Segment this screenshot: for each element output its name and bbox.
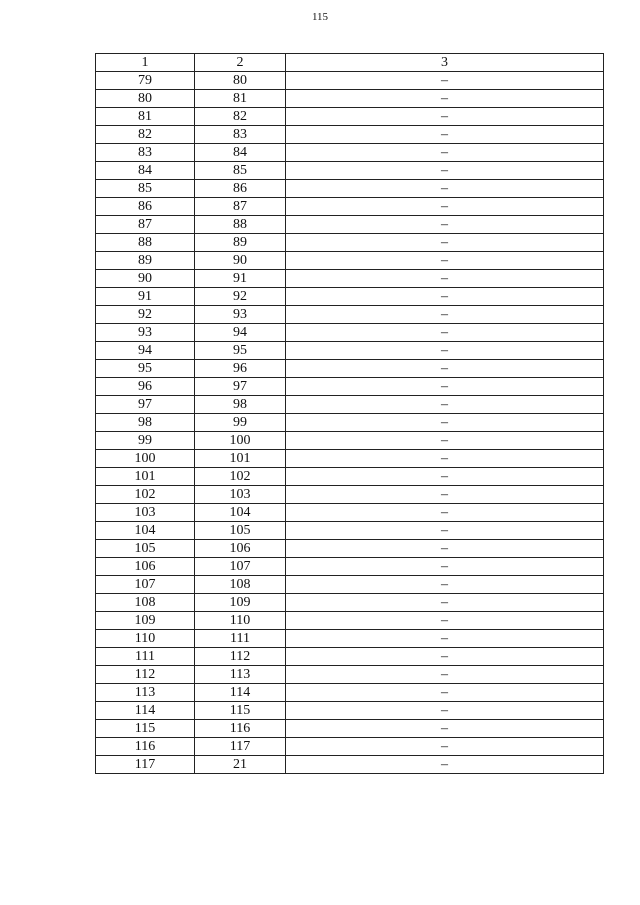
table-cell-col-1: 97 [96, 396, 195, 414]
table-row [96, 180, 604, 198]
table-row [96, 360, 604, 378]
table-cell-col-1: 113 [96, 684, 195, 702]
table-row [96, 108, 604, 126]
table-row [96, 252, 604, 270]
table-cell-col-2: 109 [195, 594, 286, 612]
table-cell-col-2: 101 [195, 450, 286, 468]
table-row [96, 576, 604, 594]
table-cell-col-1: 112 [96, 666, 195, 684]
table-row [96, 432, 604, 450]
table-row [96, 234, 604, 252]
table-cell-col-1: 88 [96, 234, 195, 252]
table-cell-col-3: – [286, 684, 604, 702]
table-row [96, 468, 604, 486]
table-cell-col-2: 91 [195, 270, 286, 288]
table-cell-col-2: 21 [195, 756, 286, 774]
table-row [96, 702, 604, 720]
table-cell-col-2: 117 [195, 738, 286, 756]
table-cell-col-2: 106 [195, 540, 286, 558]
table-cell-col-1: 100 [96, 450, 195, 468]
table-cell-col-3: – [286, 504, 604, 522]
table-cell-col-3: – [286, 720, 604, 738]
table-row [96, 90, 604, 108]
table-cell-col-3: – [286, 432, 604, 450]
table-cell-col-3: – [286, 342, 604, 360]
table-cell-col-3: – [286, 126, 604, 144]
table-cell-col-1: 110 [96, 630, 195, 648]
table-cell-col-3: – [286, 738, 604, 756]
table-cell-col-3: – [286, 108, 604, 126]
table-row [96, 414, 604, 432]
table-row [96, 216, 604, 234]
table-row [96, 738, 604, 756]
table-cell-col-3: – [286, 90, 604, 108]
table-cell-col-2: 90 [195, 252, 286, 270]
table-cell-col-3: – [286, 612, 604, 630]
table-cell-col-1: 99 [96, 432, 195, 450]
table-cell-col-1: 116 [96, 738, 195, 756]
table-row [96, 72, 604, 90]
table-cell-col-2: 89 [195, 234, 286, 252]
table-cell-col-3: – [286, 702, 604, 720]
table-row [96, 540, 604, 558]
table-cell-col-2: 94 [195, 324, 286, 342]
table-cell-col-2: 112 [195, 648, 286, 666]
table-row [96, 324, 604, 342]
table-cell-col-1: 101 [96, 468, 195, 486]
table-body [96, 72, 604, 774]
table-cell-col-2: 85 [195, 162, 286, 180]
table-cell-col-1: 87 [96, 216, 195, 234]
table-cell-col-3: – [286, 630, 604, 648]
table-cell-col-2: 96 [195, 360, 286, 378]
table-cell-col-3: – [286, 288, 604, 306]
table-cell-col-1: 91 [96, 288, 195, 306]
table-cell-col-2: 92 [195, 288, 286, 306]
table-cell-col-2: 87 [195, 198, 286, 216]
table-cell-col-1: 79 [96, 72, 195, 90]
table-cell-col-2: 114 [195, 684, 286, 702]
table-cell-col-3: – [286, 144, 604, 162]
table-row [96, 162, 604, 180]
table-row [96, 594, 604, 612]
table-row [96, 378, 604, 396]
table-cell-col-3: – [286, 648, 604, 666]
table-row [96, 720, 604, 738]
table-cell-col-1: 83 [96, 144, 195, 162]
table-cell-col-2: 98 [195, 396, 286, 414]
table-cell-col-1: 85 [96, 180, 195, 198]
table-cell-col-2: 80 [195, 72, 286, 90]
table-row [96, 486, 604, 504]
table-cell-col-3: – [286, 198, 604, 216]
table-cell-col-1: 84 [96, 162, 195, 180]
table-cell-col-2: 84 [195, 144, 286, 162]
table-row [96, 666, 604, 684]
table-cell-col-3: – [286, 252, 604, 270]
table-row [96, 288, 604, 306]
table-row [96, 684, 604, 702]
table-row [96, 450, 604, 468]
table-cell-col-3: – [286, 180, 604, 198]
table-row [96, 612, 604, 630]
table-cell-col-3: – [286, 576, 604, 594]
table-cell-col-3: – [286, 666, 604, 684]
table-row [96, 270, 604, 288]
table-cell-col-2: 115 [195, 702, 286, 720]
table-cell-col-1: 111 [96, 648, 195, 666]
table-cell-col-3: – [286, 414, 604, 432]
table-cell-col-3: – [286, 450, 604, 468]
table-cell-col-2: 113 [195, 666, 286, 684]
table-cell-col-1: 98 [96, 414, 195, 432]
table-cell-col-3: – [286, 468, 604, 486]
table-row [96, 342, 604, 360]
table-cell-col-1: 104 [96, 522, 195, 540]
table-cell-col-2: 97 [195, 378, 286, 396]
column-header-3: 3 [286, 54, 604, 72]
table-cell-col-2: 88 [195, 216, 286, 234]
table-cell-col-1: 82 [96, 126, 195, 144]
table-cell-col-1: 89 [96, 252, 195, 270]
table-cell-col-3: – [286, 234, 604, 252]
table-cell-col-2: 99 [195, 414, 286, 432]
table-cell-col-1: 102 [96, 486, 195, 504]
table-row [96, 198, 604, 216]
table-cell-col-3: – [286, 324, 604, 342]
table-cell-col-1: 105 [96, 540, 195, 558]
table-cell-col-1: 92 [96, 306, 195, 324]
table-cell-col-2: 107 [195, 558, 286, 576]
table-cell-col-2: 110 [195, 612, 286, 630]
column-header-2: 2 [195, 54, 286, 72]
table-cell-col-1: 103 [96, 504, 195, 522]
table-cell-col-2: 102 [195, 468, 286, 486]
table-cell-col-3: – [286, 270, 604, 288]
table-cell-col-2: 81 [195, 90, 286, 108]
table-row [96, 756, 604, 774]
table-cell-col-1: 94 [96, 342, 195, 360]
table-cell-col-3: – [286, 396, 604, 414]
table-cell-col-3: – [286, 162, 604, 180]
table-row [96, 306, 604, 324]
data-table [95, 53, 604, 774]
table-cell-col-1: 115 [96, 720, 195, 738]
table-cell-col-1: 108 [96, 594, 195, 612]
table-cell-col-2: 100 [195, 432, 286, 450]
table-cell-col-3: – [286, 540, 604, 558]
table-cell-col-2: 105 [195, 522, 286, 540]
table-cell-col-1: 90 [96, 270, 195, 288]
table-cell-col-3: – [286, 486, 604, 504]
column-header-1: 1 [96, 54, 195, 72]
table-cell-col-1: 96 [96, 378, 195, 396]
table-cell-col-2: 111 [195, 630, 286, 648]
table-cell-col-2: 116 [195, 720, 286, 738]
table-cell-col-1: 109 [96, 612, 195, 630]
table-row [96, 396, 604, 414]
table-cell-col-3: – [286, 594, 604, 612]
page-number: 115 [311, 11, 329, 23]
table-cell-col-3: – [286, 522, 604, 540]
table-cell-col-1: 106 [96, 558, 195, 576]
table-row [96, 630, 604, 648]
table-cell-col-3: – [286, 216, 604, 234]
table-cell-col-3: – [286, 72, 604, 90]
table-cell-col-1: 86 [96, 198, 195, 216]
table-header [96, 54, 604, 72]
table-cell-col-1: 117 [96, 756, 195, 774]
table-row [96, 126, 604, 144]
table-cell-col-2: 82 [195, 108, 286, 126]
table-cell-col-2: 93 [195, 306, 286, 324]
table-cell-col-1: 93 [96, 324, 195, 342]
table-row [96, 504, 604, 522]
table-cell-col-3: – [286, 378, 604, 396]
header-row [96, 54, 604, 72]
table-cell-col-2: 104 [195, 504, 286, 522]
table-cell-col-2: 95 [195, 342, 286, 360]
table-cell-col-3: – [286, 756, 604, 774]
table-row [96, 648, 604, 666]
table-cell-col-1: 81 [96, 108, 195, 126]
table-cell-col-2: 83 [195, 126, 286, 144]
table-cell-col-1: 80 [96, 90, 195, 108]
table-cell-col-1: 107 [96, 576, 195, 594]
table-cell-col-1: 114 [96, 702, 195, 720]
table-row [96, 558, 604, 576]
table-cell-col-2: 103 [195, 486, 286, 504]
table-row [96, 144, 604, 162]
table-cell-col-2: 86 [195, 180, 286, 198]
table-cell-col-2: 108 [195, 576, 286, 594]
table-cell-col-3: – [286, 360, 604, 378]
table-cell-col-3: – [286, 306, 604, 324]
table-row [96, 522, 604, 540]
table-cell-col-3: – [286, 558, 604, 576]
table-cell-col-1: 95 [96, 360, 195, 378]
